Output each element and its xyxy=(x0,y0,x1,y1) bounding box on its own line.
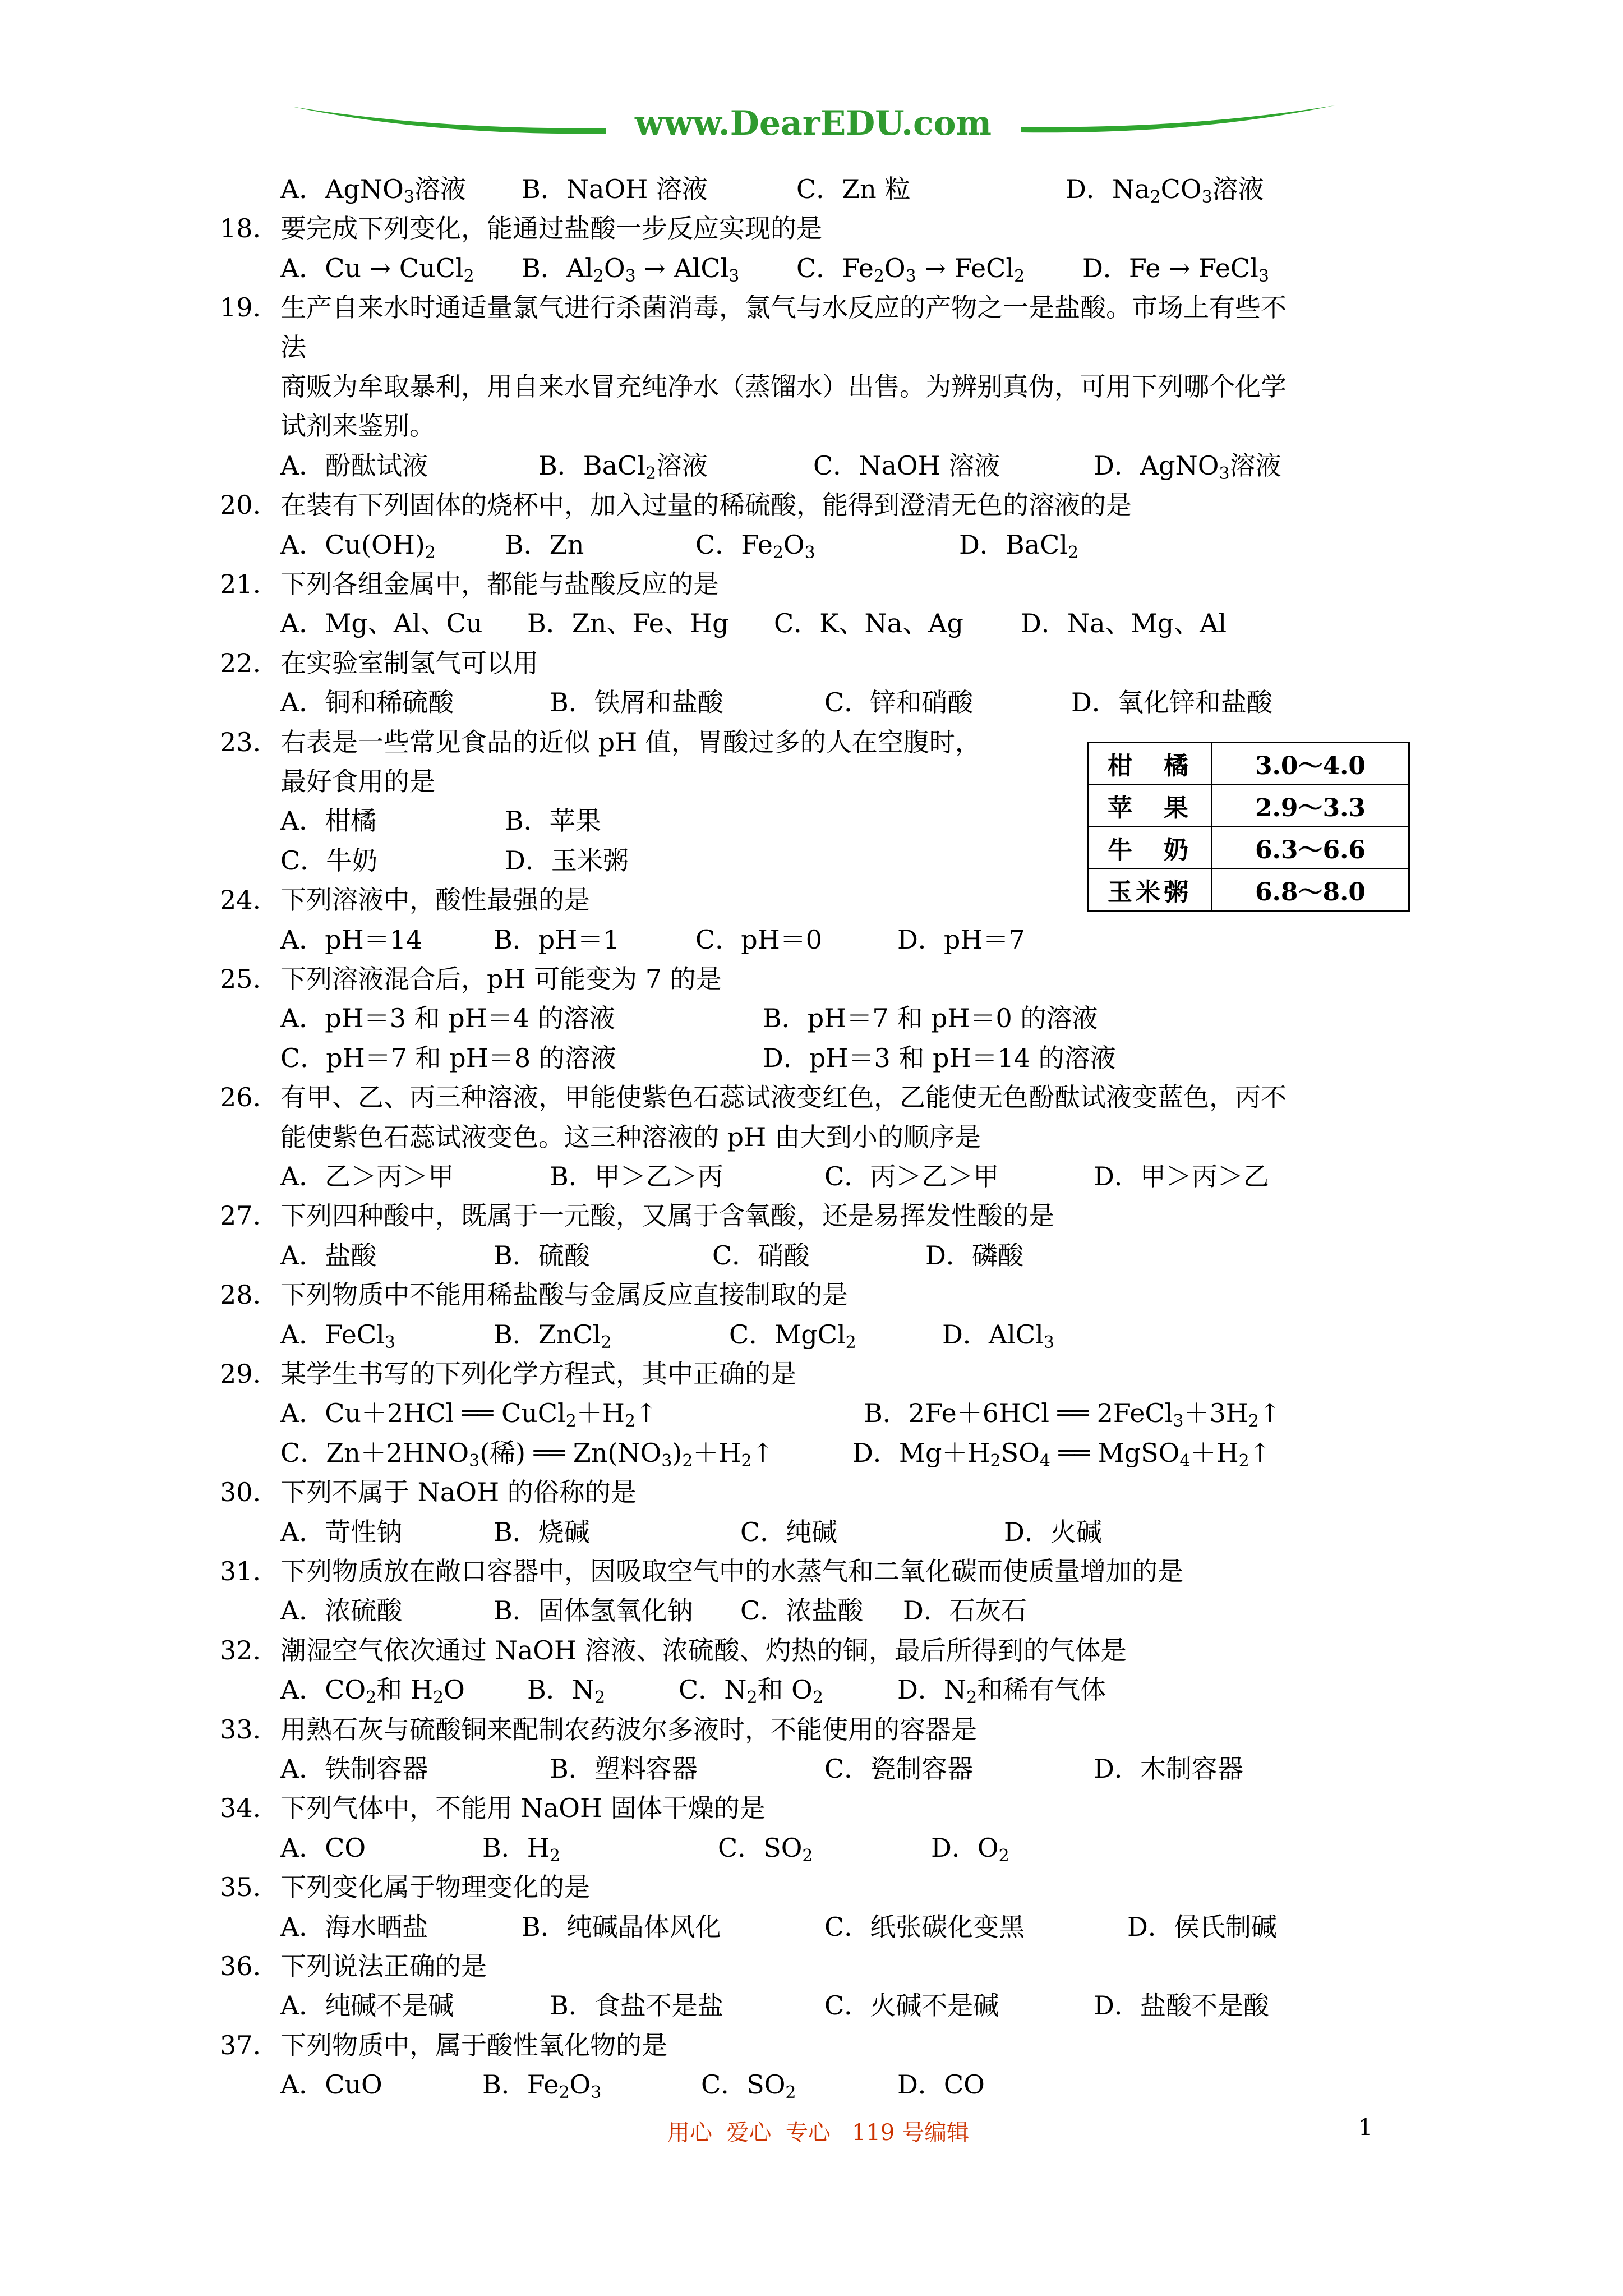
question-number: 25. xyxy=(220,964,261,994)
answer-option: B．食盐不是盐 xyxy=(550,1990,723,2021)
answer-option: A．CO xyxy=(280,1833,366,1863)
answer-option: D．AgNO$_3$溶液 xyxy=(1094,450,1281,484)
answer-option: B．甲＞乙＞丙 xyxy=(550,1161,723,1191)
answer-option: B．硫酸 xyxy=(494,1240,590,1271)
question-text: 在装有下列固体的烧杯中，加入过量的稀硫酸，能得到澄清无色的溶液的是 xyxy=(280,490,1132,520)
answer-option: D．AlCl$_3$ xyxy=(942,1319,1054,1352)
question-number: 32. xyxy=(220,1635,261,1665)
question-text: 下列变化属于物理变化的是 xyxy=(280,1872,590,1902)
answer-option: B．纯碱晶体风化 xyxy=(522,1912,721,1942)
question-text: 试剂来鉴别。 xyxy=(280,411,435,441)
answer-option: B．Zn、Fe、Hg xyxy=(527,608,729,638)
answer-option: B．$N_2$ xyxy=(527,1674,606,1708)
ph-value-cell: 6.3～6.6 xyxy=(1212,827,1409,869)
question-number: 23. xyxy=(220,727,261,757)
footer-note: 用心 爱心 专心 119 号编辑 xyxy=(667,2120,970,2146)
answer-option: C．丙＞乙＞甲 xyxy=(824,1161,999,1191)
question-number: 33. xyxy=(220,1714,261,1745)
question-text: 下列物质中，属于酸性氧化物的是 xyxy=(280,2030,667,2060)
answer-option: D．pH＝3 和 pH＝14 的溶液 xyxy=(763,1043,1116,1073)
question-number: 36. xyxy=(220,1951,261,1981)
question-number: 22. xyxy=(220,648,261,678)
question-text: 商贩为牟取暴利，用自来水冒充纯净水（蒸馏水）出售。为辨别真伪，可用下列哪个化学 xyxy=(280,371,1287,402)
question-number: 20. xyxy=(220,490,261,520)
ph-value-cell: 3.0～4.0 xyxy=(1212,743,1409,785)
answer-option: C．$SO_2$ xyxy=(701,2069,796,2102)
food-name-cell: 牛 奶 xyxy=(1088,827,1212,869)
answer-option: B．ZnCl$_2$ xyxy=(494,1319,612,1352)
answer-option: C．浓盐酸 xyxy=(740,1595,864,1626)
question-number: 21. xyxy=(220,569,261,599)
answer-option: A．pH＝14 xyxy=(280,924,423,955)
answer-option: B．BaCl$_2$溶液 xyxy=(538,450,708,484)
question-text: 法 xyxy=(280,332,306,362)
answer-option: A．酚酞试液 xyxy=(280,450,428,481)
answer-option: A．Cu＋2HCl ══ $CuCl_2+H_2↑$ xyxy=(280,1398,657,1431)
answer-option: C．MgCl$_2$ xyxy=(729,1319,856,1352)
question-text: 能使紫色石蕊试液变色。这三种溶液的 pH 由大到小的顺序是 xyxy=(280,1122,981,1152)
answer-option: A．乙＞丙＞甲 xyxy=(280,1161,454,1191)
answer-option: A．Cu → CuCl$_2$ xyxy=(280,253,474,286)
answer-option: D．侯氏制碱 xyxy=(1127,1912,1277,1942)
answer-option: C．$SO_2$ xyxy=(718,1833,813,1866)
answer-option: C．纯碱 xyxy=(740,1517,838,1547)
answer-option: B．pH＝1 xyxy=(494,924,620,955)
food-name-cell: 柑 橘 xyxy=(1088,743,1212,785)
answer-option: A．FeCl$_3$ xyxy=(280,1319,395,1352)
answer-option: D．磷酸 xyxy=(925,1240,1023,1271)
answer-option: B．2Fe＋6HCl ══ $2FeCl_3+3H_2↑$ xyxy=(864,1398,1281,1431)
ph-table-row xyxy=(1088,743,1409,785)
answer-option: A．盐酸 xyxy=(280,1240,377,1271)
answer-option: D．Fe → FeCl$_3$ xyxy=(1082,253,1269,286)
answer-option: A．苛性钠 xyxy=(280,1517,403,1547)
answer-option: A．CuO xyxy=(280,2069,382,2100)
question-text: 下列四种酸中，既属于一元酸，又属于含氧酸，还是易挥发性酸的是 xyxy=(280,1200,1054,1231)
question-text: 最好食用的是 xyxy=(280,766,435,797)
answer-option: D．石灰石 xyxy=(903,1595,1027,1626)
ph-table-row xyxy=(1088,827,1409,869)
answer-option: D．玉米粥 xyxy=(505,845,629,876)
answer-option: D．木制容器 xyxy=(1094,1754,1243,1784)
answer-option: C．纸张碳化变黑 xyxy=(824,1912,1025,1942)
question-number: 24. xyxy=(220,885,261,915)
answer-option: B．$Al_2O_3$ → AlCl$_3$ xyxy=(522,253,740,286)
answer-option: D．甲＞丙＞乙 xyxy=(1094,1161,1269,1191)
question-text: 某学生书写的下列化学方程式，其中正确的是 xyxy=(280,1359,796,1389)
question-number: 31. xyxy=(220,1556,261,1586)
answer-option: B．Zn xyxy=(505,530,584,560)
answer-option: A．海水晒盐 xyxy=(280,1912,428,1942)
question-number: 18. xyxy=(220,213,261,243)
question-number: 35. xyxy=(220,1872,261,1902)
answer-option: D．$Na_2CO_3$溶液 xyxy=(1066,174,1264,207)
question-number: 26. xyxy=(220,1082,261,1112)
question-text: 生产自来水时通适量氯气进行杀菌消毒，氯气与水反应的产物之一是盐酸。市场上有些不 xyxy=(280,292,1287,323)
answer-option: B．铁屑和盐酸 xyxy=(550,687,723,717)
answer-option: C．pH＝0 xyxy=(695,924,823,955)
answer-option: B．pH＝7 和 pH＝0 的溶液 xyxy=(763,1003,1098,1033)
question-number: 28. xyxy=(220,1280,261,1310)
answer-option: A．铁制容器 xyxy=(280,1754,428,1784)
question-text: 在实验室制氢气可以用 xyxy=(280,648,538,678)
answer-option: D．$O_2$ xyxy=(931,1833,1009,1866)
answer-option: C．$Zn+2HNO_3$(稀) ══ $Zn(NO_3)_2+H_2↑$ xyxy=(280,1438,774,1471)
answer-option: C．$Fe_2O_3$ → FeCl$_2$ xyxy=(796,253,1025,286)
ph-table xyxy=(1087,742,1410,912)
question-number: 19. xyxy=(220,292,261,323)
answer-option: C．锌和硝酸 xyxy=(824,687,974,717)
answer-option: C．$Fe_2O_3$ xyxy=(695,530,815,563)
answer-option: A．$Cu(OH)_2$ xyxy=(280,530,436,563)
question-text: 下列各组金属中，都能与盐酸反应的是 xyxy=(280,569,719,599)
question-text: 下列说法正确的是 xyxy=(280,1951,487,1981)
question-text: 下列溶液混合后，pH 可能变为 7 的是 xyxy=(280,964,722,994)
answer-option: C．pH＝7 和 pH＝8 的溶液 xyxy=(280,1043,616,1073)
question-text: 要完成下列变化，能通过盐酸一步反应实现的是 xyxy=(280,213,822,243)
food-name-cell: 玉米粥 xyxy=(1088,869,1212,911)
answer-option: C．火碱不是碱 xyxy=(824,1990,999,2021)
question-text: 下列物质放在敞口容器中，因吸取空气中的水蒸气和二氧化碳而使质量增加的是 xyxy=(280,1556,1183,1586)
answer-option: B．固体氢氧化钠 xyxy=(494,1595,693,1626)
answer-option: D．$Mg+H_2SO_4$ ══ $MgSO_4+H_2↑$ xyxy=(852,1438,1271,1471)
question-number: 34. xyxy=(220,1793,261,1823)
answer-option: A．浓硫酸 xyxy=(280,1595,403,1626)
question-number: 30. xyxy=(220,1477,261,1507)
answer-option: C．牛奶 xyxy=(280,845,378,876)
answer-option: D．火碱 xyxy=(1004,1517,1102,1547)
question-text: 用熟石灰与硫酸铜来配制农药波尔多液时，不能使用的容器是 xyxy=(280,1714,977,1745)
question-text: 下列不属于 NaOH 的俗称的是 xyxy=(280,1477,637,1507)
question-text: 有甲、乙、丙三种溶液，甲能使紫色石蕊试液变红色，乙能使无色酚酞试液变蓝色，丙不 xyxy=(280,1082,1287,1112)
question-text: 潮湿空气依次通过 NaOH 溶液、浓硫酸、灼热的铜，最后所得到的气体是 xyxy=(280,1635,1127,1665)
answer-option: B．烧碱 xyxy=(494,1517,590,1547)
ph-value-cell: 6.8～8.0 xyxy=(1212,869,1409,911)
answer-option: A．$CO_2$和 $H_2O$ xyxy=(280,1674,465,1708)
answer-option: B．NaOH 溶液 xyxy=(522,174,708,204)
answer-option: C．$N_2$和 $O_2$ xyxy=(679,1674,823,1708)
question-text: 下列气体中，不能用 NaOH 固体干燥的是 xyxy=(280,1793,766,1823)
answer-option: C．Zn 粒 xyxy=(796,174,911,204)
answer-option: A．铜和稀硫酸 xyxy=(280,687,454,717)
answer-option: D．盐酸不是酸 xyxy=(1094,1990,1269,2021)
question-number: 29. xyxy=(220,1359,261,1389)
question-text: 右表是一些常见食品的近似 pH 值，胃酸过多的人在空腹时， xyxy=(280,727,981,757)
ph-value-cell: 2.9～3.3 xyxy=(1212,785,1409,827)
page-number: 1 xyxy=(1358,2115,1373,2141)
answer-option: D．BaCl$_2$ xyxy=(959,530,1079,563)
answer-option: D．CO xyxy=(897,2069,985,2100)
answer-option: A．pH＝3 和 pH＝4 的溶液 xyxy=(280,1003,615,1033)
answer-option: B．$H_2$ xyxy=(482,1833,561,1866)
answer-option: B．苹果 xyxy=(505,806,601,836)
answer-option: A．AgNO$_3$溶液 xyxy=(280,174,466,207)
ph-table-row xyxy=(1088,785,1409,827)
answer-option: A．Mg、Al、Cu xyxy=(280,608,483,638)
site-title: www.DearEDU.com xyxy=(634,104,992,143)
answer-option: C．瓷制容器 xyxy=(824,1754,974,1784)
answer-option: B．塑料容器 xyxy=(550,1754,698,1784)
question-text: 下列溶液中，酸性最强的是 xyxy=(280,885,590,915)
answer-option: D．Na、Mg、Al xyxy=(1021,608,1227,638)
food-name-cell: 苹 果 xyxy=(1088,785,1212,827)
question-text: 下列物质中不能用稀盐酸与金属反应直接制取的是 xyxy=(280,1280,848,1310)
answer-option: C．K、Na、Ag xyxy=(774,608,963,638)
answer-option: A．纯碱不是碱 xyxy=(280,1990,454,2021)
question-number: 27. xyxy=(220,1200,261,1231)
question-number: 37. xyxy=(220,2030,261,2060)
answer-option: A．柑橘 xyxy=(280,806,377,836)
ph-table-row xyxy=(1088,869,1409,911)
answer-option: D．pH＝7 xyxy=(897,924,1025,955)
answer-option: C．硝酸 xyxy=(712,1240,810,1271)
answer-option: C．NaOH 溶液 xyxy=(813,450,1000,481)
answer-option: D．氧化锌和盐酸 xyxy=(1071,687,1272,717)
answer-option: D．$N_2$和稀有气体 xyxy=(897,1674,1106,1708)
answer-option: B．$Fe_2O_3$ xyxy=(482,2069,602,2102)
